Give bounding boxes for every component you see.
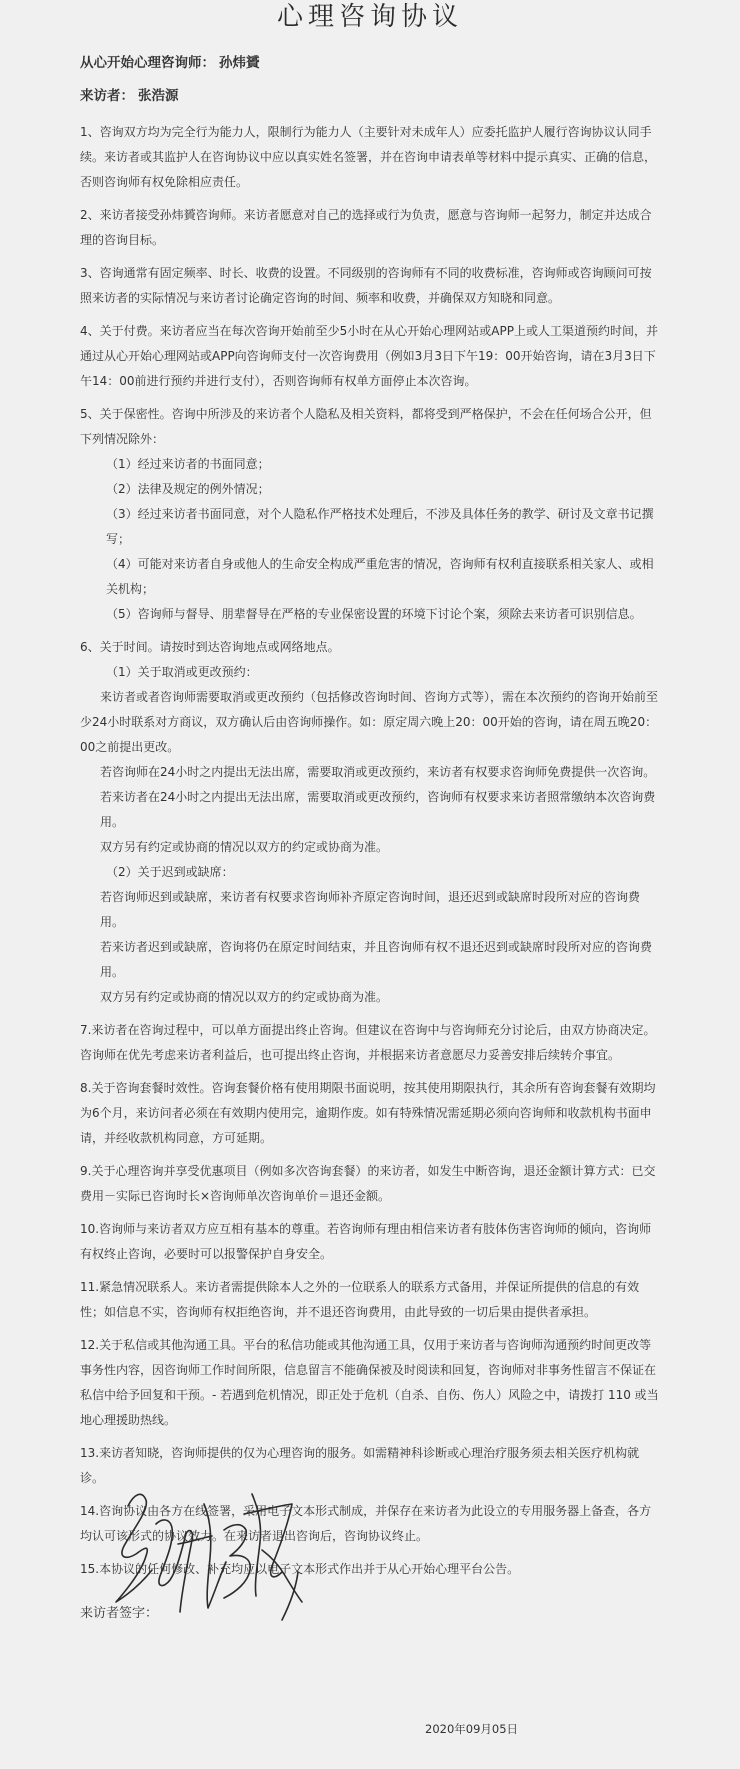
clause-6: 6、关于时间。请按时到达咨询地点或网络地点。 [80, 640, 340, 654]
clause-4: 4、关于付费。来访者应当在每次咨询开始前至少5小时在从心开始心理网站或APP上或人工渠道预约时间，并通过从心开始心理网站或APP向咨询师支付一次咨询费用（例如3月3日下午19：00开始咨询，请在3月3日下午14：00前进行预约并进行支付），否则咨询师有权单方面停止本次咨询。 [80, 324, 658, 388]
clause-6-late-line: 若来访者迟到或缺席，咨询将仍在原定时间结束，并且咨询师有权不退还迟到或缺席时段所对应的咨询费用。 [100, 940, 653, 979]
clause-10: 10.咨询师与来访者双方应互相有基本的尊重。若咨询师有理由相信来访者有肢体伤害咨询师的倾向，咨询师有权终止咨询，必要时可以报警保护自身安全。 [80, 1222, 652, 1261]
confidentiality-exception: （5）咨询师与督导、朋辈督导在严格的专业保密设置的环境下讨论个案，须除去来访者可识别信息。 [106, 607, 642, 621]
clause-6-cancel-rule: 来访者或者咨询师需要取消或更改预约（包括修改咨询时间、咨询方式等），需在本次预约的咨询开始前至少24小时联系对方商议，双方确认后由咨询师操作。如：原定周六晚上20：00开始的咨询，请在周五晚20：00之前提出更改。 [80, 690, 659, 754]
document-title: 心理咨询协议 [276, 2, 463, 32]
clause-6-subheading-late: （2）关于迟到或缺席： [106, 865, 234, 879]
clause-1: 1、咨询双方均为完全行为能力人，限制行为能力人（主要针对未成年人）应委托监护人履行咨询协议认同手续。来访者或其监护人在咨询协议中应以真实姓名签署，并在咨询申请表单等材料中提示真实、正确的信息，否则咨询师有权免除相应责任。 [80, 125, 657, 189]
confidentiality-exception: （3）经过来访者书面同意，对个人隐私作严格技术处理后，不涉及具体任务的教学、研讨及文章书记撰写； [106, 507, 654, 546]
clause-list [80, 120, 660, 1582]
confidentiality-exception: （2）法律及规定的例外情况； [106, 482, 270, 496]
clause-6-cancel-line: 若来访者在24小时之内提出无法出席，需要取消或更改预约，咨询师有权要求来访者照常缴纳本次咨询费用。 [100, 790, 656, 829]
clause-3: 3、咨询通常有固定频率、时长、收费的设置。不同级别的咨询师有不同的收费标准，咨询师或咨询顾问可按照来访者的实际情况与来访者讨论确定咨询的时间、频率和收费，并确保双方知晓和同意。 [80, 266, 652, 305]
clause-9: 9.关于心理咨询并享受优惠项目（例如多次咨询套餐）的来访者，如发生中断咨询，退还金额计算方式：已交费用－实际已咨询时长×咨询师单次咨询单价＝退还金额。 [80, 1164, 656, 1203]
clause-6-cancel-line: 若咨询师在24小时之内提出无法出席，需要取消或更改预约，来访者有权要求咨询师免费提供一次咨询。 [100, 765, 656, 779]
signature-date: 2020年09月05日 [425, 1722, 519, 1736]
clause-11: 11.紧急情况联系人。来访者需提供除本人之外的一位联系人的联系方式备用，并保证所提供的信息的有效性；如信息不实，咨询师有权拒绝咨询，并不退还咨询费用，由此导致的一切后果由提供者承担。 [80, 1280, 640, 1319]
clause-6-late-line: 双方另有约定或协商的情况以双方的约定或协商为准。 [100, 990, 389, 1004]
clause-6-cancel-line: 双方另有约定或协商的情况以双方的约定或协商为准。 [100, 840, 389, 854]
clause-2: 2、来访者接受孙炜贇咨询师。来访者愿意对自己的选择或行为负责，愿意与咨询师一起努力，制定并达成合理的咨询目标。 [80, 208, 652, 247]
visitor-line [80, 86, 660, 106]
counselor-name: 孙炜贇 [219, 55, 260, 71]
visitor-label: 来访者： [80, 88, 134, 104]
clause-14: 14.咨询协议由各方在线签署，采用电子文本形式制成，并保存在来访者为此设立的专用服务器上备查，各方均认可该形式的协议效力。在来访者退出咨询后，咨询协议终止。 [80, 1504, 652, 1543]
clause-15: 15.本协议的任何修改、补充均应以电子文本形式作出并于从心开始心理平台公告。 [80, 1562, 520, 1576]
counselor-label: 从心开始心理咨询师： [80, 55, 215, 71]
handwritten-signature [112, 1484, 332, 1624]
clause-6-late-line: 若咨询师迟到或缺席，来访者有权要求咨询师补齐原定咨询时间，退还迟到或缺席时段所对应的咨询费用。 [100, 890, 641, 929]
confidentiality-exception: （1）经过来访者的书面同意； [106, 457, 270, 471]
visitor-name: 张浩源 [138, 88, 179, 104]
clause-8: 8.关于咨询套餐时效性。咨询套餐价格有使用期限书面说明，按其使用期限执行，其余所有咨询套餐有效期均为6个月，来访问者必须在有效期内使用完，逾期作废。如有特殊情况需延期必须向咨询师和收款机构书面申请，并经收款机构同意，方可延期。 [80, 1081, 656, 1145]
counselor-line [80, 53, 660, 73]
clause-7: 7.来访者在咨询过程中，可以单方面提出终止咨询。但建议在咨询中与咨询师充分讨论后，由双方协商决定。咨询师在优先考虑来访者利益后，也可提出终止咨询，并根据来访者意愿尽力妥善安排后续转介事宜。 [80, 1023, 656, 1062]
signature-label: 来访者签字： [80, 1606, 159, 1621]
clause-6-subheading-cancel: （1）关于取消或更改预约： [106, 665, 258, 679]
clause-13: 13.来访者知晓，咨询师提供的仅为心理咨询的服务。如需精神科诊断或心理治疗服务须去相关医疗机构就诊。 [80, 1446, 640, 1485]
clause-12: 12.关于私信或其他沟通工具。平台的私信功能或其他沟通工具，仅用于来访者与咨询师沟通预约时间更改等事务性内容，因咨询师工作时间所限，信息留言不能确保被及时阅读和回复，咨询师对非事务性留言不保证在私信中给予回复和干预。- 若遇到危机情况，即正处于危机（自杀、自伤、伤人）风险之中，请拨打 110 或当地心理援助热线。 [80, 1338, 659, 1427]
clause-5: 5、关于保密性。咨询中所涉及的来访者个人隐私及相关资料，都将受到严格保护，不会在任何场合公开，但下列情况除外： [80, 407, 652, 446]
confidentiality-exception: （4）可能对来访者自身或他人的生命安全构成严重危害的情况，咨询师有权利直接联系相关家人、或相关机构； [106, 557, 654, 596]
